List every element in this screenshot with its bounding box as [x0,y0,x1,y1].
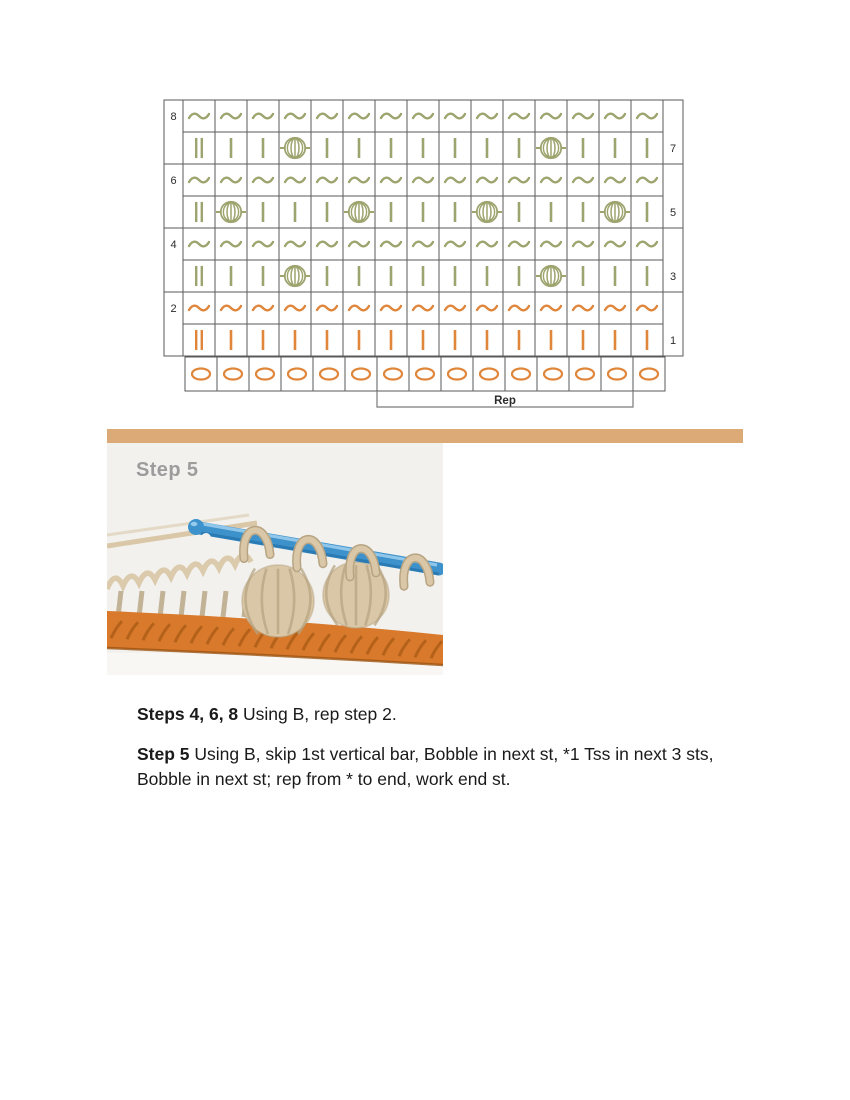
stitch-chart-svg [160,96,690,414]
instruction-steps-4-6-8-text: Using B, rep step 2. [238,704,397,724]
svg-text:6: 6 [170,175,177,187]
svg-text:Rep: Rep [494,395,516,407]
instruction-steps-4-6-8-label: Steps 4, 6, 8 [137,704,239,724]
step5-photo [107,443,443,675]
stitch-chart [160,96,690,414]
svg-text:2: 2 [170,303,177,315]
svg-text:8: 8 [170,111,177,123]
photo-caption: Step 5 [136,459,199,481]
instructions [137,702,723,807]
instruction-steps-4-6-8 [137,702,723,727]
svg-text:3: 3 [669,271,677,283]
instruction-step-5-text: Using B, skip 1st vertical bar, Bobble in next st, *1 Tss in next 3 sts, Bobble in next st; rep from * to end, work end st. [137,744,714,789]
svg-text:1: 1 [669,335,677,347]
svg-text:4: 4 [170,239,177,251]
svg-text:5: 5 [669,207,677,219]
instruction-step-5 [137,742,723,792]
svg-text:7: 7 [669,143,677,155]
instruction-step-5-label: Step 5 [137,744,190,764]
section-divider-bar [107,429,743,443]
